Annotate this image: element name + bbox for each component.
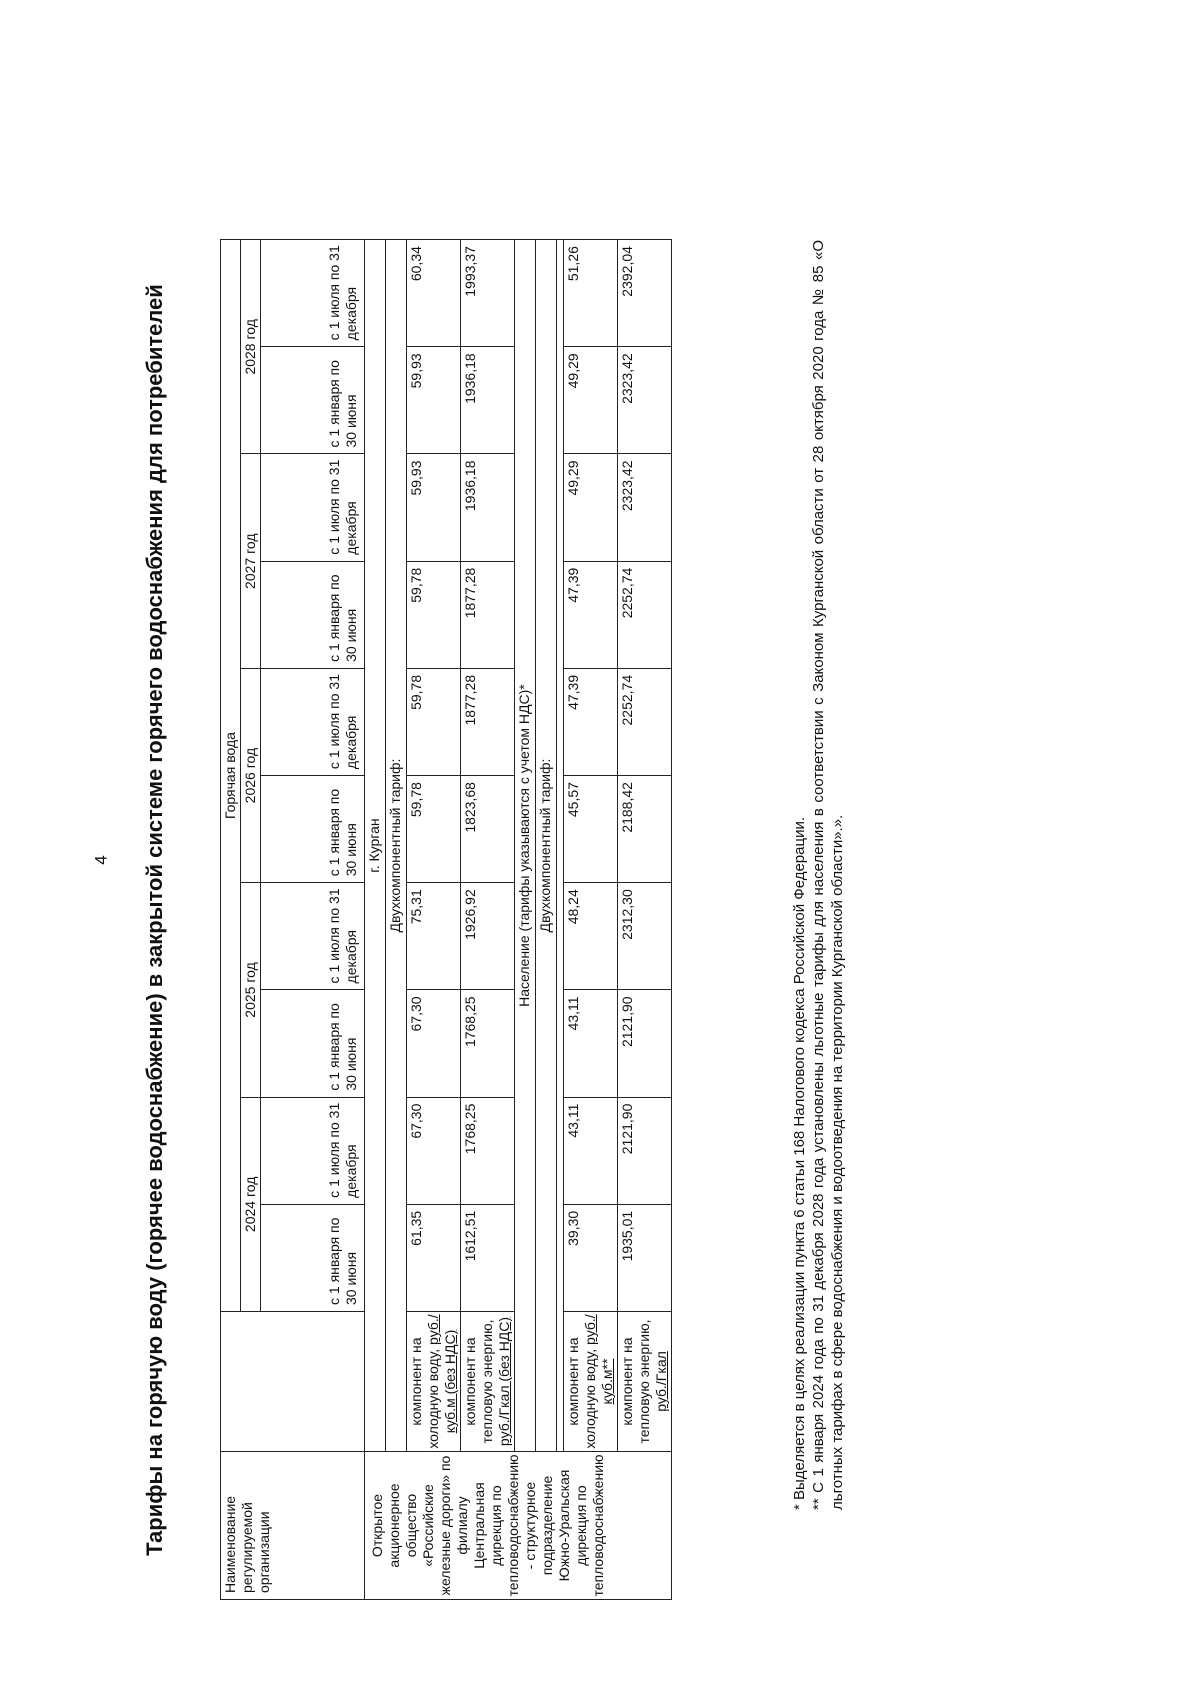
period-cell: с 1 июля по 31 декабря — [261, 454, 365, 561]
value-cell: 75,31 — [407, 883, 461, 990]
value-cell: 2121,90 — [618, 1097, 672, 1204]
value-cell: 1768,25 — [461, 1097, 515, 1204]
value-cell: 1612,51 — [461, 1204, 515, 1311]
section-row — [536, 240, 557, 1600]
value-cell: 2312,30 — [618, 883, 672, 990]
value-cell: 47,39 — [564, 561, 618, 668]
value-cell: 43,11 — [564, 990, 618, 1097]
component-label: компонент на холодную воду, руб./куб.м (без НДС) — [407, 1312, 461, 1452]
value-cell: 2323,42 — [618, 454, 672, 561]
year-2028: 2028 год — [241, 240, 261, 454]
value-cell: 59,78 — [407, 561, 461, 668]
tariff-table — [220, 239, 672, 1600]
year-2024: 2024 год — [241, 1097, 261, 1311]
period-cell: с 1 июля по 31 декабря — [261, 1097, 365, 1204]
value-cell: 61,35 — [407, 1204, 461, 1311]
value-cell: 49,29 — [564, 347, 618, 454]
value-cell: 39,30 — [564, 1204, 618, 1311]
value-cell: 2323,42 — [618, 347, 672, 454]
section-row — [515, 240, 536, 1600]
value-cell: 1936,18 — [461, 347, 515, 454]
value-cell: 59,93 — [407, 347, 461, 454]
component-label: компонент на холодную воду, руб./куб.м** — [564, 1312, 618, 1452]
page-number: 4 — [92, 855, 111, 865]
table-row — [564, 240, 618, 1600]
document-title: Тарифы на горячую воду (горячее водоснабжение) в закрытой системе горячего водоснабжения для потребителей — [142, 284, 167, 1556]
period-cell: с 1 января по 30 июня — [261, 1204, 365, 1311]
period-cell: с 1 января по 30 июня — [261, 561, 365, 668]
hot-water-header: Горячая вода — [221, 240, 241, 1312]
value-cell: 48,24 — [564, 883, 618, 990]
value-cell: 45,57 — [564, 776, 618, 883]
period-cell: с 1 января по 30 июня — [261, 990, 365, 1097]
value-cell: 59,78 — [407, 668, 461, 775]
value-cell: 1768,25 — [461, 990, 515, 1097]
table-header-row — [221, 240, 241, 1600]
value-cell: 2121,90 — [618, 990, 672, 1097]
period-cell: с 1 января по 30 июня — [261, 776, 365, 883]
population-label: Население (тарифы указываются с учетом НДС)* — [515, 240, 536, 1452]
component-label: компонент на тепловую энергию, руб./Гкал — [618, 1312, 672, 1452]
footnote-2: ** С 1 января 2024 года по 31 декабря 2028 года установлены льготные тарифы для населения в соответствии с Законом Курганской области от 28 октября 2020 года № 85 «О льготных тарифах в сфере водоснабжения и водоотведения на территории Курганской области».». — [810, 240, 846, 1510]
component-header — [221, 1312, 365, 1452]
value-cell: 67,30 — [407, 1097, 461, 1204]
value-cell: 2392,04 — [618, 240, 672, 347]
value-cell: 1877,28 — [461, 668, 515, 775]
city-row — [365, 240, 386, 1600]
year-2025: 2025 год — [241, 883, 261, 1097]
value-cell: 1935,01 — [618, 1204, 672, 1311]
section-row — [557, 240, 564, 1600]
rotated-page-content — [140, 240, 900, 1600]
period-cell: с 1 июля по 31 декабря — [261, 668, 365, 775]
spacer-row — [557, 240, 564, 1452]
value-cell: 1936,18 — [461, 454, 515, 561]
value-cell: 59,93 — [407, 454, 461, 561]
footnotes — [790, 240, 847, 1510]
value-cell: 1823,68 — [461, 776, 515, 883]
period-cell: с 1 июля по 31 декабря — [261, 240, 365, 347]
value-cell: 47,39 — [564, 668, 618, 775]
table-row — [407, 240, 461, 1600]
value-cell: 59,78 — [407, 776, 461, 883]
year-2027: 2027 год — [241, 454, 261, 668]
value-cell: 1993,37 — [461, 240, 515, 347]
value-cell: 2252,74 — [618, 668, 672, 775]
value-cell: 49,29 — [564, 454, 618, 561]
two-component-tariff-label: Двухкомпонентный тариф: — [386, 240, 407, 1452]
org-name-header: Наименование регулируемой организации — [221, 1452, 365, 1600]
table-row — [461, 240, 515, 1600]
value-cell: 1877,28 — [461, 561, 515, 668]
two-component-tariff-label: Двухкомпонентный тариф: — [536, 240, 557, 1452]
value-cell: 1926,92 — [461, 883, 515, 990]
value-cell: 60,34 — [407, 240, 461, 347]
value-cell: 2188,42 — [618, 776, 672, 883]
period-cell: с 1 июля по 31 декабря — [261, 883, 365, 990]
organization-name: Открытое акционерное общество «Российские железные дороги» по филиалу Центральная дирекция по тепловодоснабжению - структурное подразделение Южно-Уральская дирекция по тепловодоснабжению — [365, 1452, 672, 1600]
value-cell: 51,26 — [564, 240, 618, 347]
city-label: г. Курган — [365, 240, 386, 1452]
footnote-1: * Выделяется в целях реализации пункта 6 статьи 168 Налогового кодекса Российской Федерации. — [791, 816, 808, 1510]
value-cell: 43,11 — [564, 1097, 618, 1204]
section-row — [386, 240, 407, 1600]
table-row — [618, 240, 672, 1600]
value-cell: 67,30 — [407, 990, 461, 1097]
value-cell: 2252,74 — [618, 561, 672, 668]
period-cell: с 1 января по 30 июня — [261, 347, 365, 454]
component-label: компонент на тепловую энергию, руб./Гкал (без НДС) — [461, 1312, 515, 1452]
year-2026: 2026 год — [241, 668, 261, 882]
